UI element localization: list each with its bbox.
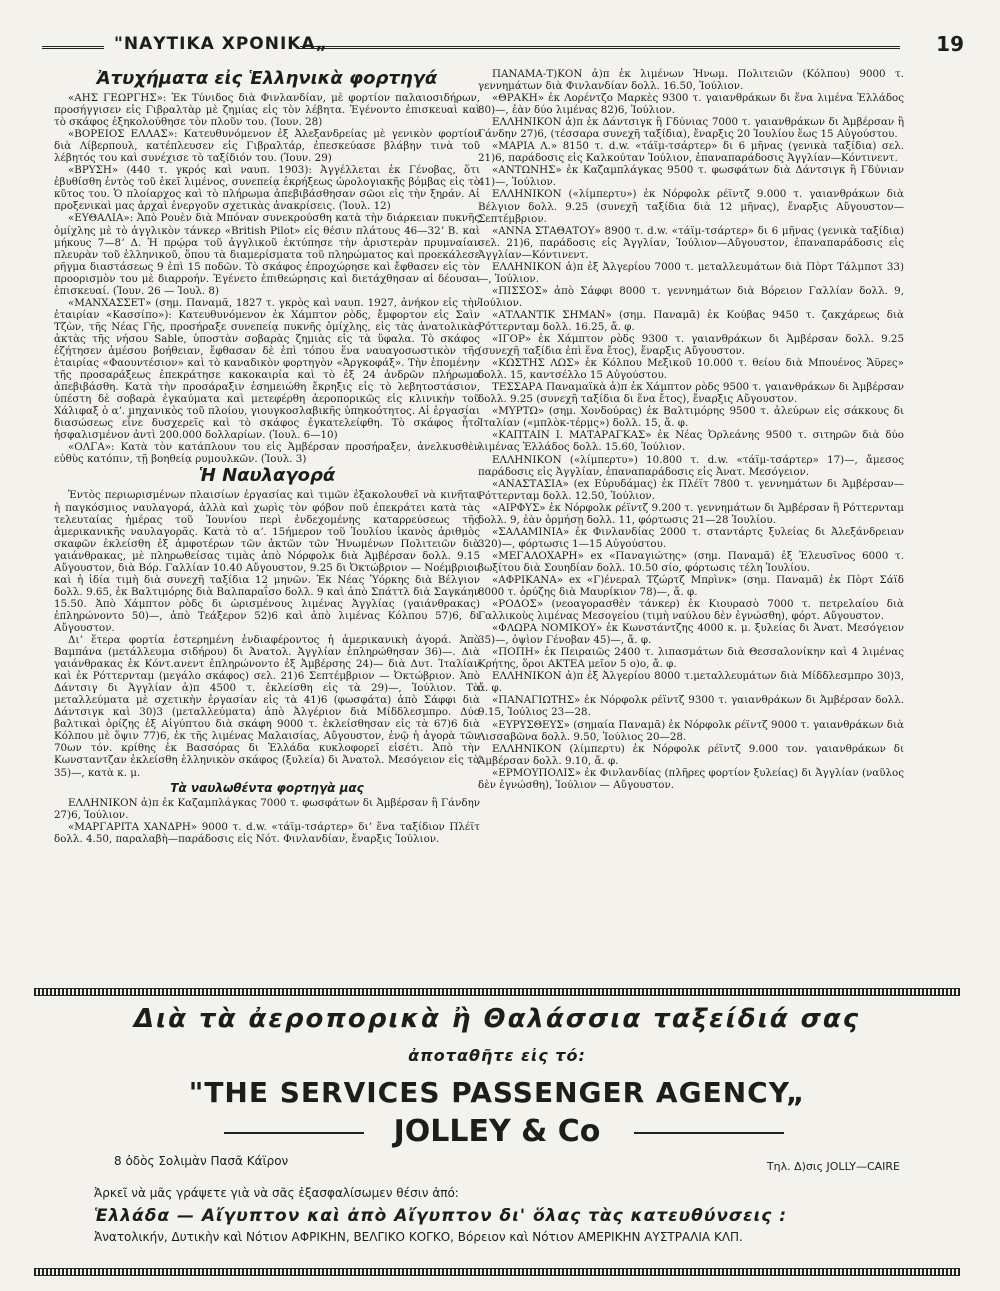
fixture-entry: ΕΛΛΗΝΙΚΟΝ ἀ)π ἐκ Δάντσιγκ ἢ Γδύνιας 7000 τ. γαιανθράκων δι Ἀμβέρσαν ἢ Γάνδην 27)6, (τέσσαρα συνεχῆ ταξίδια), ἔναρξις 20 Ἰουλίου ἕως 15 Αὐγούστου. [478,116,904,141]
fixture-entry: «ΑΝΝΑ ΣΤΑΘΑΤΟΥ» 8900 τ. d.w. «τάϊμ-τσάρτερ» δι 6 μῆνας (γενικὰ ταξίδια) σελ. 21)6, παράδοσις εἰς Ἀγγλίαν, Ἰούλιον—Αὔγουστον, ἐπαναπαράδοσις εἰς Ἀγγλίαν—Κόντινεντ. [478,224,904,261]
ad-border-bottom [34,1268,960,1276]
fixture-entry: ΕΛΛΗΝΙΚΟΝ (λίμπερτυ) ἐκ Νόρφολκ ρέϊντζ 9.000 τον. γαιανθράκων δι Ἀμβέρσαν δολλ. 9.10, ἄ. φ. [478,742,904,767]
fixture-entry: «ΑΙΡΦΥΣ» ἐκ Νόρφολκ ρέϊντζ 9.200 τ. γεννημάτων δι Ἀμβέρσαν ἢ Ρόττερνταμ δολλ. 9, ἐὰν ὁρμήσῃ δολλ. 11, φόρτωσις 21—28 Ἰουλίου. [478,501,904,526]
left-column [54,68,480,845]
fixture-entry: «ΚΑΠΤΑΙΝ Ι. ΜΑΤΑΡΑΓΚΑΣ» ἐκ Νέας Ὀρλεάνης 9500 τ. σιτηρῶν διὰ δύο λιμένας Ἑλλάδος δολλ. 15.60, Ἰούλιον. [478,429,904,454]
fixture-entry: «ΡΟΔΟΣ» (νεοαγορασθὲν τάνκερ) ἐκ Κιουρασὸ 7000 τ. πετρελαίου διὰ Γαλλικοὺς λιμένας Μεσογείου (τιμὴ ναύλου δὲν ἐγνώσθη), φόρτ. Αὔγουστον. [478,598,904,623]
ad-booking-text: Ἀρκεῖ νὰ μᾶς γράψετε γιὰ νὰ σᾶς ἐξασφαλίσωμεν θέσιν ἀπό: [94,1186,459,1200]
article-paragraph: «ΒΟΡΕΙΟΣ ΕΛΛΑΣ»: Κατευθυνόμενον ἐξ Ἀλεξανδρείας μὲ γενικὸν φορτίον διὰ Λίβερπουλ, κατέπλευσεν εἰς Γιβραλτάρ, ἐπεσκεύασε βλάβην τινὰ τοῦ λέβητός του καὶ συνέχισε τὸ ταξίδιόν του. (Ἰουν. 29) [54,128,480,165]
advertisement-box [34,976,960,1276]
article-paragraph: Ἐντὸς περιωρισμένων πλαισίων ἐργασίας καὶ τιμῶν ἐξακολουθεῖ νὰ κινῆται ἡ παγκόσμιος ναυλαγορά, ἀλλὰ καὶ χωρὶς τὸν φόβον ποῦ ἐπεκράτει κατὰ τὰς τελευταίας ἡμέρας τοῦ Ἰουνίου περὶ ἐνδεχομένης καταρρεύσεως τῆς ἀμερικανικῆς ναυλαγορᾶς. Κατὰ τὸ αʼ. 15ήμερον τοῦ Ἰουλίου ἱκανὸς ἀριθμὸς σκαφῶν ἐκλείσθη ἐξ ἀμφοτέρων τῶν ἀκτῶν τῶν Ἡνωμένων Πολιτειῶν διὰ γαιάνθρακας, μὲ πληρωθείσας τιμὰς ἀπὸ Νόρφολκ διὰ Ἀμβέρσαν δολλ. 9.15 Αὔγουστον, διὰ Βόρ. Γαλλίαν 10.40 Αὔγουστον, 9.25 δι Ὀκτώβριον — Νοέμβριον καὶ ἡ ἰδία τιμὴ διὰ συνεχῆ ταξίδια 12 μηνῶν. Ἐκ Νέας Ὑόρκης διὰ Βέλγιον δολλ. 9.65, ἐκ Βαλτιμόρης διὰ Βαλπαραΐσο δολλ. 9 καὶ ἀπὸ Σπάττλ διὰ Σαγκάην 15.50. Ἀπὸ Χάμπτον ρὸδς δι ὡρισμένους λιμένας Ἀγγλίας (γαιάνθρακας) ἐπληρώνοντο 50)—, ἀπὸ Τεάξερον 52)6 καὶ ἀπὸ λιμένας Κόλπου 57)6, δι Αὔγουστον. [54,489,480,634]
fixture-entry: «ΑΤΛΑΝΤΙΚ ΣΗΜΑΝ» (σημ. Παναμᾶ) ἐκ Κούβας 9450 τ. ζακχάρεως διὰ Ρόττερνταμ δολλ. 16.25, ἄ. φ. [478,308,904,333]
fixture-entry: ΕΛΛΗΝΙΚΟΝ ἀ)π ἐξ Ἀλγερίου 8000 τ.μεταλλευμάτων διὰ Μίδδλεσμπρο 30)3, ἄ. φ. [478,670,904,695]
ad-rule-right [634,1132,784,1134]
chartered-ships-heading: Τὰ ναυλωθέντα φορτηγὰ μας [170,780,364,795]
fixture-entry: «ΠΑΝΑΓΙΩΤΗΣ» ἐκ Νόρφολκ ρέϊντζ 9300 τ. γαιανθράκων δι Ἀμβέρσαν δολλ. 9.15, Ἰούλιος 23—28. [478,694,904,719]
header-rule-right [300,46,900,49]
right-column [478,68,904,791]
fixture-entry: «ΦΛΩΡΑ ΝΟΜΙΚΟΥ» ἐκ Κωνστάντζης 4000 κ. μ. ξυλείας δι Ἀνατ. Μεσόγειον 35)—, ὀψὶον Γένοβαν 45)—, ἄ. φ. [478,622,904,647]
freight-market-heading: Ἡ Ναυλαγορά [198,465,336,487]
ad-subheadline: ἀποταθῆτε εἰς τό: [408,1046,586,1065]
fixture-entry: «ΑΝΑΣΤΑΣΙΑ» (ex Εὐρυδάμας) ἐκ Πλέϊτ 7800 τ. γεννημάτων δι Ἀμβέρσαν—Ρόττερνταμ δολλ. 12.50, Ἰούλιον. [478,477,904,502]
telegraph-address: Τηλ. Δ)σις JOLLY—CAIRE [766,1160,900,1173]
fixture-entry: «ΜΕΓΑΛΟΧΑΡΗ» ex «Παναγιώτης» (σημ. Παναμᾶ) ἐξ Ἐλευσῖνος 6000 τ. βωξίτου διὰ Σουηδίαν δολλ. 10.50 σίο, φόρτωσις τέλη Ἰουλίου. [478,549,904,574]
page-header [42,34,972,60]
fixture-entry: ΕΛΛΗΝΙΚΟΝ ἀ)π ἐξ Ἀλγερίου 7000 τ. μεταλλευμάτων διὰ Πὸρτ Τάλμποτ 33)—, Ἰούλιον. [478,260,904,285]
fixture-entry: «ΜΑΡΓΑΡΙΤΑ ΧΑΝΔΡΗ» 9000 τ. d.w. «τάϊμ-τσάρτερ» διʼ ἕνα ταξίδιον Πλέϊτ δολλ. 4.50, παραλαβὴ—παράδοσις εἰς Νότ. Φινλανδίαν, ἔναρξις Ἰούλιον. [54,820,480,845]
publication-title: "ΝΑΥΤΙΚΑ ΧΡΟΝΙΚΑ„ [114,34,328,54]
fixture-entry: «ΘΡΑΚΗ» ἐκ Λορέντζο Μαρκὲς 9300 τ. γαιανθράκων δι ἕνα λιμένα Ἑλλάδος 80)—, ἐὰν δύο λιμένας 82)6, Ἰούλιον. [478,92,904,117]
fixture-entry: ΤΕΣΣΑΡΑ Παναμαϊκὰ ἀ)π ἐκ Χάμπτον ρὸδς 9500 τ. γαιανθράκων δι Ἀμβέρσαν δολλ. 9.25 (συνεχῆ ταξίδια δι ἕνα ἔτος), ἔναρξις Αὔγουστον. [478,381,904,406]
ad-destinations: Ἑλλάδα — Αἴγυπτον καὶ ἀπὸ Αἴγυπτον δι' ὅλας τὰς κατευθύνσεις : [94,1206,788,1226]
fixture-entry: «ΣΑΛΑΜΙΝΙΑ» ἐκ Φινλανδίας 2000 τ. σταντάρτς ξυλείας δι Ἀλεξάνδρειαν 320)—, φόρτωσις 1—15 Αὐγούστου. [478,525,904,550]
fixture-entry: «ΕΥΡΥΣΘΕΥΣ» (σημαία Παναμᾶ) ἐκ Νόρφολκ ρέϊντζ 9000 τ. γαιανθράκων διὰ Λισσαβῶνα δολλ. 9.50, Ἰούλιος 20—28. [478,718,904,743]
fixture-entry: «ΙΓΟΡ» ἐκ Χάμπτον ρὸδς 9300 τ. γαιανθράκων δι Ἀμβέρσαν δολλ. 9.25 (συνεχῆ ταξίδια ἐπὶ ἕνα ἔτος), ἔναρξις Αὔγουστον. [478,333,904,358]
article-paragraph: Διʼ ἕτερα φορτία ἐστερημένη ἐνδιαφέροντος ἡ ἀμερικανικὴ ἀγορά. Ἀπὸ Βαμπάνα (μετάλλευμα σιδήρου) δι Ἀνατολ. Ἀγγλίαν ἐπληρώθησαν 36)—. Διὰ γαιάνθρακας ἐκ Κόντ.ανεντ ἐπληρώνοντο ἐξ Ἀμβέρσης 24)— διὰ Δυτ. Ἰταλίαν καὶ ἐκ Ρόττερνταμ (μεγάλο σκάφος) σελ. 21)6 Σεπτέμβριον — Ὀκτώβριον. Ἀπὸ Δάντσιγ δι Ἀγγλίαν ἀ)π 4500 τ. ἐκλείσθη εἰς τὰ 29)—, Ἰούλιον. Τὰ μεταλλεύματα μὲ σχετικὴν ἐργασίαν εἰς τὰ 41)6 (φωσφάτα) ἀπὸ Σάφφι διὰ Δάντσιγκ καὶ 30)3 (μεταλλεύματα) ἀπὸ Ἀλγέριον διὰ Μίδδλεσμπρο. Δύο βαλτικαὶ ὁρίζης ἐξ Αἰγύπτου διὰ σκάφη 9000 τ. ἐκλείσθησαν εἰς τὰ 67)6 διὰ Κόλπου μὲ ὅψιν 77)6, ἐκ τῆς λιμένας Μαλαισίας, Αὔγουστον, ἐνῷ ἡ ἀγορὰ τῶν 70ων τόν. κρίθης ἐκ Βασσόρας δι Ἑλλάδα κυκλοφορεῖ εἰσέτι. Ἀπὸ τὴν Κωνσταντζαν ἐκλείσθη ἑλληνικὸν σκάφος (ξυλεία) δι Ἀνατολ. Μεσόγειον εἰς τὰ 35)—, κατὰ κ. μ. [54,634,480,779]
company-name: JOLLEY & Co [393,1114,601,1149]
agency-name: "THE SERVICES PASSENGER AGENCY„ [188,1076,806,1109]
ad-headline: Διὰ τὰ ἀεροπορικὰ ἢ Θαλάσσια ταξείδιά σας [133,1004,861,1034]
fixture-entry: ΠΑΝΑΜΑ-Τ)ΚΟΝ ἀ)π ἐκ λιμένων Ἡνωμ. Πολιτειῶν (Κόλπου) 9000 τ. γεννημάτων διὰ Φινλανδίαν δολλ. 16.50, Ἰούλιον. [478,68,904,93]
header-rule-left [42,46,104,49]
fixture-entry: «ΚΩΣΤΗΣ ΛΩΣ» ἐκ Κόλπου Μεξικοῦ 10.000 τ. θείου διὰ Μπουένος Ἄϋρες» δολλ. 15, καντσέλλο 15 Αὐγούστου. [478,357,904,382]
article-paragraph: «ΕΥΘΑΛΙΑ»: Ἀπὸ Ρουὲν διὰ Μπόναν συνεκρούσθη κατὰ τὴν διάρκειαν πυκνῆς ὁμίχλης μὲ τὸ ἀγγλικὸν τάνκερ «British Pilot» εἰς θέσιν πλάτους 46—32ʼ Β. καὶ μήκους 7—8ʼ Δ. Ἡ πρῴρα τοῦ ἀγγλικοῦ ἐκτύπησε τὴν ἀριστερὰν πρυμναίαν πλευρὰν τοῦ ἑλληνικοῦ, ὅπου τὰ διαμερίσματα τοῦ πληρώματος καὶ προεκάλεσε ρῆγμα διαστάσεως 9 ἐπὶ 15 ποδῶν. Τὸ σκάφος ἐπροχώρησε καὶ ἔφθασεν εἰς τὸν προορισμὸν του μὲ διαρροήν. Ἐγένετο ἐπιθεώρησις καὶ διετάχθησαν αἱ δέουσαι ἐπισκευαί. (Ἰουν. 26 — Ἰουλ. 8) [54,212,480,297]
fixture-entry: «ΕΡΜΟΥΠΟΛΙΣ» ἐκ Φινλανδίας (πλῆρες φορτίον ξυλείας) δι Ἀγγλίαν (ναῦλος δὲν ἐγνώσθη), Ἰούλιον — Αὔγουστον. [478,766,904,791]
agency-address: 8 ὁδὸς Σολιμὰν Πασᾶ Κάϊρον [114,1154,289,1168]
fixture-entry: «ΠΟΠΗ» ἐκ Πειραιῶς 2400 τ. λιπασμάτων διὰ Θεσσαλονίκην καὶ 4 λιμένας Κρήτης, ὅροι ΑΚΤΕΑ μεῖον 5 ο)ο, ἄ. φ. [478,646,904,671]
ad-border-top [34,988,960,996]
fixture-entry: ΕΛΛΗΝΙΚΟΝ ἀ)π ἐκ Καζαμπλάγκας 7000 τ. φωσφάτων δι Ἀμβέρσαν ἢ Γάνδην 27)6, Ἰούλιον. [54,796,480,821]
fixture-entry: «ΑΦΡΙΚΑΝΑ» ex «Γ)ένεραλ Τζώρτζ Μπρὶνκ» (σημ. Παναμᾶ) ἐκ Πὸρτ Σάϊδ 8000 τ. ὀρύζης διὰ Μαυρίκιον 78)—, ἄ. φ. [478,573,904,599]
ad-continents: Ἀνατολικήν, Δυτικὴν καὶ Νότιον ΑΦΡΙΚΗΝ, ΒΕΛΓΙΚΟ ΚΟΓΚΟ, Βόρειον καὶ Νότιον ΑΜΕΡΙΚΗΝ ΑΥΣΤΡΑΛΙΑ ΚΛΠ. [94,1230,743,1244]
accidents-heading: Ἀτυχήματα εἰς Ἑλληνικὰ φορτηγά [96,68,438,89]
fixture-entry: «ΠΙΣΣΟΣ» ἀπὸ Σάφφι 8000 τ. γεννημάτων διὰ Βόρειον Γαλλίαν δολλ. 9, Ἰούλιον. [478,284,904,309]
article-paragraph: «ΒΡΥΣΗ» (440 τ. γκρός καὶ ναυπ. 1903): Ἀγγέλλεται ἐκ Γένοβας, ὅτι ἐβυθίσθη ἐντὸς τοῦ ἐκεῖ λιμένος, συνεπείᾳ ἐκρήξεως ὡρολογιακῆς βόμβας εἰς τὸ κῦτος του. Ὁ πλοίαρχος καὶ τὸ πλήρωμα ἀπεβιβάσθησαν σῶοι εἰς τὴν ξηράν. Αἱ προξενικαὶ μας ἀρχαὶ ἐνεργοῦν σχετικὰς ἀνακρίσεις. (Ἰουλ. 12) [54,164,480,213]
fixture-entry: ΕΛΛΗΝΙΚΟΝ («λίμπερτυ») ἐκ Νόρφολκ ρέϊντζ 9.000 τ. γαιανθράκων διὰ Βέλγιον δολλ. 9.25 (συνεχῆ ταξίδια διὰ 12 μῆνας), ἔναρξις Αὔγουστον—Σεπτέμβριον. [478,188,904,225]
article-paragraph: «ΜΑΝΧΑΣΣΕΤ» (σημ. Παναμᾶ, 1827 τ. γκρὸς καὶ ναυπ. 1927, ἀνήκον εἰς τὴν ἑταιρίαν «Κασσίπο»): Κατευθυνόμενον ἐκ Χάμπτον ρὸδς, ἔμφορτον εἰς Σαὶν Τζὼν, τῆς Νέας Γῆς, προσήραξε συνεπείᾳ πυκνῆς ὁμίχλης, εἰς τὰς ἀνατολικὰς ἀκτὰς τῆς νήσου Sable, ὑποστὰν σοβαρὰς ζημιὰς εἰς τὰ ὕφαλα. Τὸ σκάφος ἐζήτησεν ἀμέσου βοήθειαν, ἔφθασαν δὲ ἐπὶ τόπου ἕνα ναυαγοσωστικὸν τῆς ἑταιρίας «Φαουντέσιον» καὶ τὸ καναδικὸν φορτηγὸν «Ἀργκοφάξ». Τὴν ἑπομένην τῆς προσαράξεως ἐπεκράτησε κακοκαιρία καὶ τὸ ἐξ 24 ἀνδρῶν πλήρωμα ἀπεβιβάσθη. Κατὰ τὴν προσάραξιν ἐσημειώθη ἔκρηξις εἰς τὸ λεβητοστάσιον, ὑπέστη δὲ σοβαρὰ ἐγκαύματα καὶ μετεφέρθη ἀεροπορικῶς εἰς κλινικὴν τοῦ Χάλιφαξ ὁ αʼ. μηχανικὸς τοῦ πλοίου, γιουγκοσλαβικῆς ὑπηκοότητος. Αἱ ἐργασίαι διασώσεως εἶνε δυσχερεῖς καὶ τὸ σκάφος ἐγκατελείφθη. Τὸ σκάφος ἦτο ἠσφαλισμένον ἀντὶ 200.000 δολλαρίων. (Ἰουλ. 6—10) [54,296,480,442]
fixture-entry: «ΜΥΡΤΩ» (σημ. Χονδούρας) ἐκ Βαλτιμόρης 9500 τ. ἀλεύρων εἰς σάκκους δι Ἰταλίαν («μπλὸκ-τέρμς») δολλ. 15, ἄ. φ. [478,405,904,430]
page-number: 19 [936,32,964,56]
fixture-entry: ΕΛΛΗΝΙΚΟΝ («λίμπερτυ») 10.800 τ. d.w. «τάϊμ-τσάρτερ» 17)—, ἄμεσος παράδοσις εἰς Ἀγγλίαν, ἐπαναπαράδοσις εἰς Ἀνατ. Μεσόγειον. [478,453,904,478]
article-paragraph: «ΑΗΣ ΓΕΩΡΓΗΣ»: Ἐκ Τύνιδος διὰ Φινλανδίαν, μὲ φορτίον παλαιοσιδήρων, προσήγγισεν εἰς Γιβραλτὰρ μὲ ζημίας εἰς τὸν λέβητα. Ἐγένοντο ἐπισκευαὶ καὶ τὸ σκάφος ἐξηκολούθησε τὸν πλοῦν του. (Ἰουν. 28) [54,92,480,129]
fixture-entry: «ΜΑΡΙΑ Λ.» 8150 τ. d.w. «τάϊμ-τσάρτερ» δι 6 μῆνας (γενικὰ ταξίδια) σελ. 21)6, παράδοσις εἰς Καλκούταν Ἰούλιον, ἐπαναπαράδοσις Ἀγγλίαν—Κόντινεντ. [478,140,904,165]
fixture-entry: «ΑΝΤΩΝΗΣ» ἐκ Καζαμπλάγκας 9500 τ. φωσφάτων διὰ Δάντσιγκ ἢ Γδύνιαν 41)—, Ἰούλιον. [478,164,904,189]
article-paragraph: «ΟΛΓΑ»: Κατὰ τὸν κατάπλουν του εἰς Ἀμβέρσαν προσήραξεν, ἀνελκυσθὲν εὐθὺς κατόπιν, τῇ βοηθείᾳ ρυμουλκῶν. (Ἰουλ. 3) [54,441,480,466]
